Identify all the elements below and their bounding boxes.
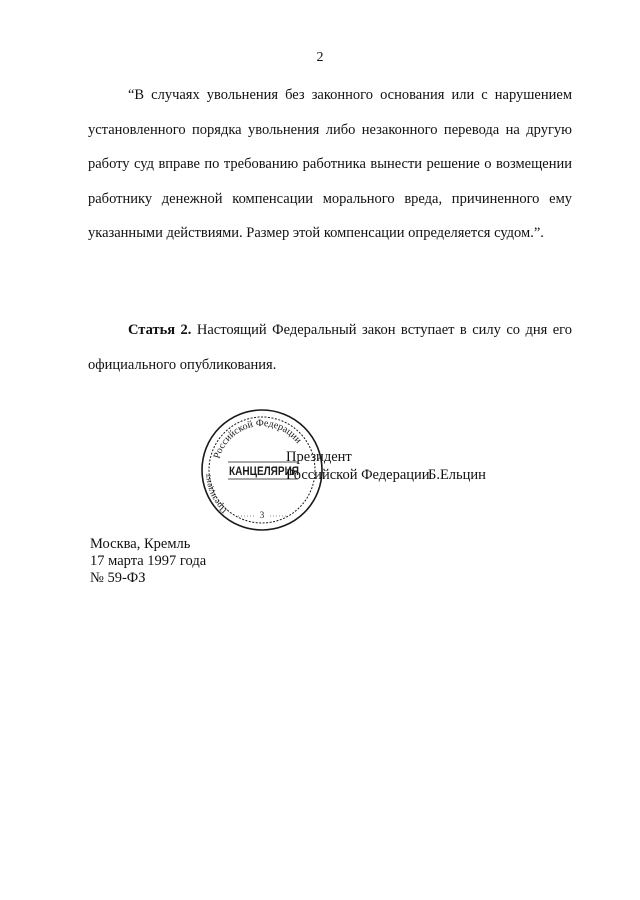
issuance-details [90, 536, 206, 587]
seal-number: 3 [259, 510, 265, 520]
signatory-title [286, 448, 430, 484]
issuance-date: 17 марта 1997 года [90, 553, 207, 569]
seal-ring-text-left: Президент [202, 473, 229, 516]
article-text: Настоящий Федеральный закон вступает в силу со дня его официального опубликования. [88, 322, 573, 373]
signatory-title-line-1: Президент [286, 449, 352, 465]
article-2-paragraph [88, 313, 572, 382]
amendment-paragraph: “В случаях увольнения без законного основания или с нарушением установленного порядка увольнения либо незаконного перевода на другую работу суд вправе по требованию работника вынести решение о возмещении работнику денежной компенсации морального вреда, причиненного ему указанными действиями. Размер этой компенсации определяется судом.”. [88, 87, 572, 241]
seal-center-text: КАНЦЕЛЯРИЯ [229, 466, 299, 478]
page-number: 2 [316, 50, 324, 65]
article-label: Статья 2. [128, 322, 192, 338]
seal-ring-text: Российской Федерации [211, 417, 304, 460]
signatory-title-line-2: Российской Федерации [286, 467, 430, 483]
law-number: № 59-ФЗ [90, 570, 146, 586]
signatory-name: Б.Ельцин [428, 467, 486, 483]
issuance-place: Москва, Кремль [90, 536, 191, 552]
